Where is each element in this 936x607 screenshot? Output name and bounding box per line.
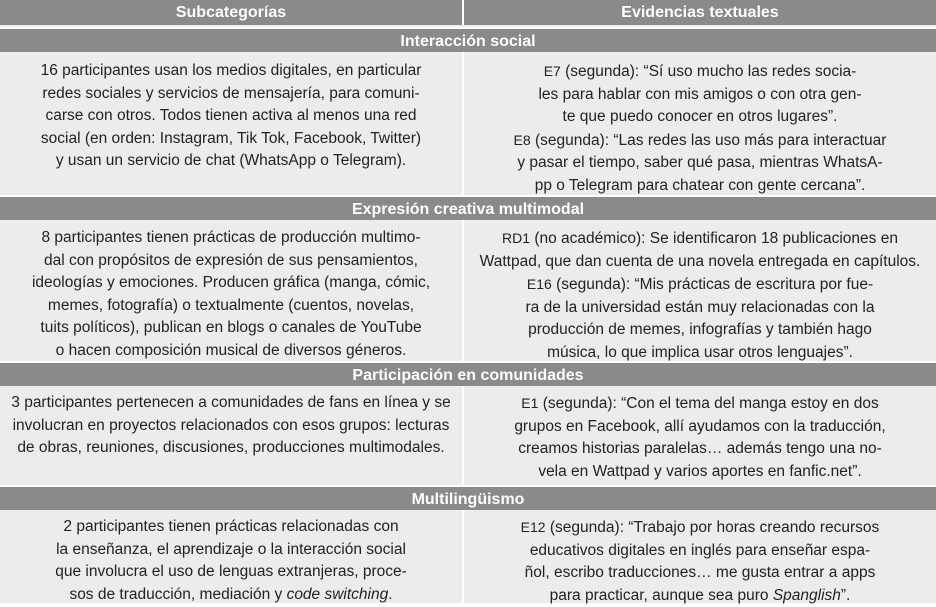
text-line: que involucra el uso de lenguas extranjeras, proce-: [0, 561, 462, 584]
table-row: [0, 386, 936, 485]
evidence-cell: [464, 510, 936, 603]
participant-code: E12: [521, 519, 546, 535]
text-line: pp o Telegram para chatear con gente cercana”.: [464, 175, 936, 198]
section-title: Participación en comunidades: [0, 361, 936, 386]
text-line: RD1 (no académico): Se identificaron 18 publicaciones en: [464, 227, 936, 251]
text-line: de obras, reuniones, discusiones, producciones multimodales.: [0, 437, 462, 460]
italic-term: code switching: [287, 586, 389, 603]
text-line: les para hablar con mis amigos o con otra gen-: [464, 84, 936, 107]
subcategory-cell: [0, 220, 462, 361]
text-line: E7 (segunda): “Sí uso mucho las redes socia-: [464, 60, 936, 84]
text-line: E16 (segunda): “Mis prácticas de escritura por fue-: [464, 273, 936, 297]
text-line: la enseñanza, el aprendizaje o la interacción social: [0, 539, 462, 562]
text-line: producción de memes, infografías y también hago: [464, 319, 936, 342]
participant-code: E1: [521, 395, 538, 411]
subcategory-cell: [0, 386, 462, 485]
evidence-cell: [464, 386, 936, 485]
header-subcategorias: Subcategorías: [0, 0, 462, 25]
text-line: 2 participantes tienen prácticas relacionadas con: [0, 516, 462, 539]
text-line: música, lo que implica usar otros lenguajes”.: [464, 342, 936, 365]
section-title: Multilingüismo: [0, 485, 936, 510]
header-evidencias: Evidencias textuales: [464, 0, 936, 25]
participant-code: E8: [514, 132, 531, 148]
text-line: E1 (segunda): “Con el tema del manga estoy en dos: [464, 392, 936, 416]
text-line: y pasar el tiempo, saber qué pasa, mientras WhatsA-: [464, 152, 936, 175]
text-line: ñol, escribo traducciones… me gusta entrar a apps: [464, 562, 936, 585]
text-line: vela en Wattpad y varios aportes en fanfic.net”.: [464, 461, 936, 484]
text-line: social (en orden: Instagram, Tik Tok, Facebook, Twitter): [0, 128, 462, 151]
text-line: 3 participantes pertenecen a comunidades de fans en línea y se: [0, 392, 462, 415]
evidence-cell: [464, 52, 936, 195]
text-line: para practicar, aunque sea puro Spanglish”.: [464, 585, 936, 607]
italic-term: Spanglish: [773, 587, 841, 604]
text-line: grupos en Facebook, allí ayudamos con la traducción,: [464, 416, 936, 439]
table-row: [0, 52, 936, 195]
text-line: creamos historias paralelas… además tengo una no-: [464, 438, 936, 461]
table-header: [0, 0, 936, 25]
text-line: 16 participantes usan los medios digitales, en particular: [0, 60, 462, 83]
text-line: tuits políticos), publican en blogs o canales de YouTube: [0, 317, 462, 340]
text-line: ideologías y emociones. Producen gráfica (manga, cómic,: [0, 272, 462, 295]
text-line: o hacen composición musical de diversos géneros.: [0, 340, 462, 363]
text-line: 8 participantes tienen prácticas de producción multimo-: [0, 227, 462, 250]
text-line: Wattpad, que dan cuenta de una novela entregada en capítulos.: [464, 251, 936, 274]
text-line: E12 (segunda): “Trabajo por horas creando recursos: [464, 516, 936, 540]
participant-code: E7: [544, 63, 561, 79]
text-line: E8 (segunda): “Las redes las uso más para interactuar: [464, 129, 936, 153]
text-line: te que puedo conocer en otros lugares”.: [464, 106, 936, 129]
section-title: Expresión creativa multimodal: [0, 195, 936, 220]
participant-code: RD1: [502, 230, 530, 246]
text-line: educativos digitales en inglés para enseñar espa-: [464, 540, 936, 563]
text-line: redes sociales y servicios de mensajería, para comuni-: [0, 83, 462, 106]
text-line: y usan un servicio de chat (WhatsApp o Telegram).: [0, 150, 462, 173]
table-row: [0, 220, 936, 361]
table-row: [0, 510, 936, 603]
subcategory-cell: [0, 510, 462, 603]
section-title: Interacción social: [0, 27, 936, 52]
text-line: dal con propósitos de expresión de sus pensamientos,: [0, 250, 462, 273]
text-line: involucran en proyectos relacionados con esos grupos: lecturas: [0, 415, 462, 438]
subcategory-cell: [0, 52, 462, 195]
evidence-cell: [464, 220, 936, 361]
text-line: carse con otros. Todos tienen activa al menos una red: [0, 105, 462, 128]
text-line: sos de traducción, mediación y code switching.: [0, 584, 462, 607]
text-line: ra de la universidad están muy relacionadas con la: [464, 297, 936, 320]
text-line: memes, fotografía) o textualmente (cuentos, novelas,: [0, 295, 462, 318]
participant-code: E16: [527, 276, 552, 292]
